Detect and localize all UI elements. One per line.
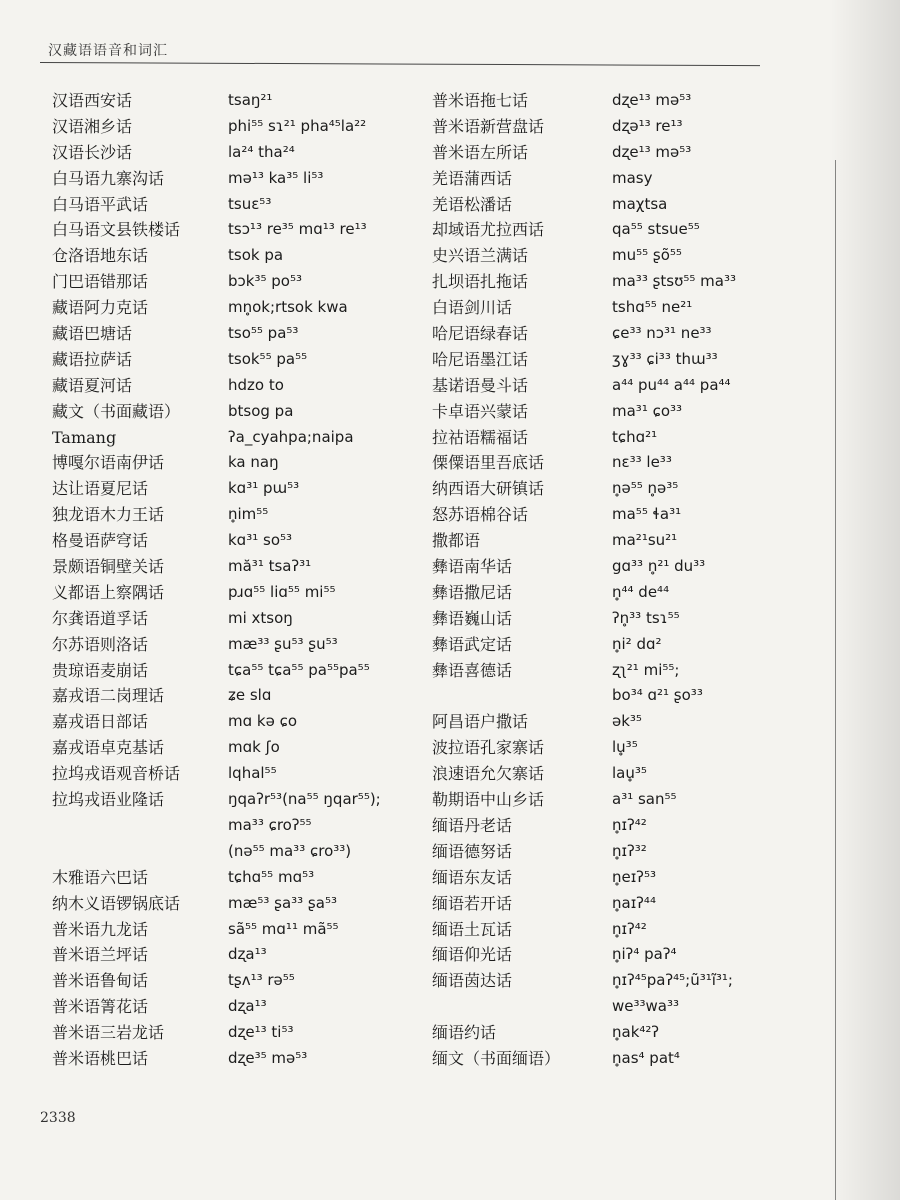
dialect-name: 纳木义语锣锅底话 — [52, 893, 181, 913]
phonetic-form: mn̥ok;rtsok kwa — [228, 298, 348, 317]
phonetic-form: sã⁵⁵ mɑ¹¹ mã⁵⁵ — [228, 919, 339, 938]
dialect-name: 拉祜语糯福话 — [432, 427, 529, 447]
header-rule — [40, 62, 760, 66]
phonetic-form: n̥aɪʔ⁴⁴ — [612, 893, 656, 912]
phonetic-form: ŋqaʔr⁵³(na⁵⁵ ŋqar⁵⁵); — [228, 790, 381, 809]
dialect-name: 普米语九龙话 — [52, 919, 149, 939]
dialect-name: 普米语箐花话 — [52, 997, 149, 1017]
dialect-name: 藏语夏河话 — [52, 375, 133, 395]
dialect-name: 仓洛语地东话 — [52, 246, 149, 266]
dialect-name: 彝语巍山话 — [432, 608, 513, 628]
dialect-name: 汉语西安话 — [52, 91, 133, 110]
dialect-name: 尔龚语道孚话 — [52, 608, 149, 628]
phonetic-form: n̥ə⁵⁵ n̥ə³⁵ — [612, 479, 679, 498]
phonetic-form: ək³⁵ — [612, 712, 642, 731]
dialect-name: Tamang — [52, 427, 117, 447]
phonetic-form: tsok pa — [228, 246, 284, 265]
dialect-name: 怒苏语棉谷话 — [432, 505, 529, 525]
phonetic-form: n̥im⁵⁵ — [228, 505, 269, 524]
phonetic-form: ma²¹su²¹ — [612, 531, 678, 550]
dialect-name: 格曼语萨穹话 — [52, 531, 149, 551]
phonetic-form: ma³³ ɕroʔ⁵⁵ — [228, 815, 312, 834]
phonetic-form: n̥ɪʔ⁴² — [612, 815, 647, 834]
phonetic-form: ma³³ ʂtsʊ⁵⁵ ma³³ — [612, 272, 736, 291]
dialect-name: 缅语仰光话 — [432, 945, 513, 965]
phonetic-form: n̥eɪʔ⁵³ — [612, 867, 656, 886]
phonetic-form: mɑk ʃo — [228, 738, 280, 757]
phonetic-form: mə¹³ ka³⁵ li⁵³ — [228, 168, 324, 187]
dialect-name: 缅语约话 — [432, 1023, 497, 1043]
dialect-name: 白马语平武话 — [52, 194, 149, 214]
dialect-name: 哈尼语墨江话 — [432, 349, 529, 369]
dialect-name: 纳西语大研镇话 — [432, 479, 545, 499]
dialect-name: 缅语土瓦话 — [432, 919, 513, 939]
phonetic-form: tsok⁵⁵ pa⁵⁵ — [228, 349, 308, 368]
phonetic-form: dʐa¹³ — [228, 997, 267, 1016]
phonetic-form: tshɑ⁵⁵ ne²¹ — [612, 298, 693, 317]
dialect-name: 缅语若开话 — [432, 893, 513, 913]
phonetic-form: n̥ɪʔ⁴² — [612, 919, 647, 938]
running-head: 汉藏语语音和词汇 — [48, 43, 168, 59]
dialect-name: 门巴语错那话 — [52, 272, 149, 292]
dialect-name: 藏语拉萨话 — [52, 349, 133, 369]
dialect-name: 藏语巴塘话 — [52, 324, 133, 344]
phonetic-form: n̥i² dɑ² — [612, 634, 662, 653]
phonetic-form: nɛ³³ le³³ — [612, 453, 672, 472]
phonetic-form: ʔn̥³³ tsɿ⁵⁵ — [612, 608, 680, 627]
phonetic-form: n̥iʔ⁴ paʔ⁴ — [612, 945, 677, 964]
phonetic-form: tsuɛ⁵³ — [228, 194, 272, 213]
dialect-name: 汉语湘乡话 — [52, 116, 133, 136]
dialect-name: 彝语南华话 — [432, 557, 513, 577]
phonetic-form: n̥ak⁴²ʔ — [612, 1023, 660, 1042]
dialect-name: 勒期语中山乡话 — [432, 790, 545, 810]
dialect-name: 缅文（书面缅语） — [432, 1048, 561, 1068]
phonetic-form: gɑ³³ n̥²¹ du³³ — [612, 557, 706, 576]
dialect-name: 藏文（书面藏语） — [52, 401, 181, 421]
dialect-name: 达让语夏尼话 — [52, 479, 149, 499]
dialect-name: 缅语东友话 — [432, 867, 513, 887]
dialect-name: 嘉戎语二岗理话 — [52, 686, 165, 706]
dialect-name: 普米语三岩龙话 — [52, 1023, 165, 1043]
phonetic-form: tɕa⁵⁵ tɕa⁵⁵ pa⁵⁵pa⁵⁵ — [228, 660, 370, 679]
phonetic-form: dʐa¹³ — [228, 945, 267, 964]
phonetic-form: dʐe¹³ mə⁵³ — [612, 142, 692, 161]
phonetic-form: tɕhɑ²¹ — [612, 427, 658, 446]
dialect-name: 木雅语六巴话 — [52, 867, 149, 887]
dialect-name: 普米语鲁甸话 — [52, 971, 149, 991]
dialect-name: 缅语德努话 — [432, 841, 513, 861]
phonetic-form: tʂʌ¹³ rə⁵⁵ — [228, 971, 295, 990]
phonetic-form: mɑ kə ɕo — [228, 712, 298, 731]
phonetic-form: we³³wa³³ — [612, 997, 680, 1016]
phonetic-form: hdzo to — [228, 375, 284, 394]
dialect-name: 嘉戎语日部话 — [52, 712, 149, 732]
phonetic-form: n̥ɪʔ⁴⁵paʔ⁴⁵;ũ³¹ĩ³¹; — [612, 971, 733, 990]
phonetic-form: ʐʅ²¹ mi⁵⁵; — [612, 660, 680, 679]
phonetic-form: ʒɣ³³ ɕi³³ thɯ³³ — [612, 349, 718, 368]
phonetic-form: kɑ³¹ so⁵³ — [228, 531, 293, 550]
phonetic-form: mæ⁵³ ʂa³³ ʂa⁵³ — [228, 893, 337, 912]
dialect-name: 景颇语铜壁关话 — [52, 557, 165, 577]
dialect-name: 藏语阿力克话 — [52, 298, 149, 318]
phonetic-form: mu⁵⁵ ʂõ⁵⁵ — [612, 246, 682, 265]
phonetic-form: dʐe³⁵ mə⁵³ — [228, 1048, 308, 1067]
phonetic-form: lau̥³⁵ — [612, 764, 647, 783]
dialect-name: 阿昌语户撒话 — [432, 712, 529, 732]
dialect-name: 傈僳语里吾底话 — [432, 453, 545, 473]
dialect-name: 史兴语兰满话 — [432, 246, 529, 266]
phonetic-form: ma³¹ ɕo³³ — [612, 401, 683, 420]
phonetic-form: ɕe³³ nɔ³¹ ne³³ — [612, 324, 712, 343]
dialect-name: 汉语长沙话 — [52, 142, 133, 162]
dialect-name: 波拉语孔家寨话 — [432, 738, 545, 758]
dialect-name: 博嘎尔语南伊话 — [52, 453, 165, 473]
page-number: 2338 — [40, 1110, 76, 1126]
dialect-name: 拉坞戎语业隆话 — [52, 790, 165, 810]
phonetic-form: (nə⁵⁵ ma³³ ɕro³³) — [228, 841, 352, 860]
phonetic-form: ʔa_cyahpa;naipa — [228, 427, 354, 446]
phonetic-form: a⁴⁴ pu⁴⁴ a⁴⁴ pa⁴⁴ — [612, 375, 731, 394]
dialect-name: 普米语拖七话 — [432, 91, 529, 110]
dialect-name: 白马语九寨沟话 — [52, 168, 165, 188]
phonetic-form: tso⁵⁵ pa⁵³ — [228, 324, 299, 343]
dialect-name: 普米语桃巴话 — [52, 1048, 149, 1068]
dialect-name: 缅语丹老话 — [432, 815, 513, 835]
dialect-name: 基诺语曼斗话 — [432, 375, 529, 395]
dialect-name: 却域语尤拉西话 — [432, 220, 545, 240]
phonetic-form: n̥as⁴ pat⁴ — [612, 1048, 680, 1067]
dialect-name: 贵琼语麦崩话 — [52, 660, 149, 680]
phonetic-form: maχtsa — [612, 194, 668, 213]
phonetic-form: dʐe¹³ ti⁵³ — [228, 1023, 294, 1042]
dialect-name: 白马语文县铁楼话 — [52, 220, 181, 240]
phonetic-form: tɕhɑ⁵⁵ mɑ⁵³ — [228, 867, 315, 886]
phonetic-form: qa⁵⁵ stsue⁵⁵ — [612, 220, 700, 239]
phonetic-form: mæ³³ ʂu⁵³ ʂu⁵³ — [228, 634, 338, 653]
page-edge-shadow — [830, 0, 900, 1200]
dialect-name: 撒都语 — [432, 531, 481, 551]
phonetic-form: n̥⁴⁴ de⁴⁴ — [612, 582, 670, 601]
phonetic-form: la²⁴ tha²⁴ — [228, 142, 295, 161]
dialect-name: 彝语武定话 — [432, 634, 513, 654]
phonetic-form: dʐe¹³ mə⁵³ — [612, 91, 692, 109]
phonetic-form: mi xtsoŋ — [228, 608, 293, 627]
phonetic-form: a³¹ san⁵⁵ — [612, 790, 677, 809]
dialect-name: 彝语撒尼话 — [432, 582, 513, 602]
phonetic-form: bɔk³⁵ po⁵³ — [228, 272, 302, 291]
phonetic-form: tsɔ¹³ re³⁵ mɑ¹³ re¹³ — [228, 220, 367, 239]
dialect-name: 羌语蒲西话 — [432, 168, 513, 188]
dialect-name: 普米语左所话 — [432, 142, 529, 162]
dialect-name: 尔苏语则洛话 — [52, 634, 149, 654]
phonetic-form: ma⁵⁵ ɬa³¹ — [612, 505, 682, 524]
phonetic-form: btsog pa — [228, 401, 294, 420]
dialect-name: 浪速语允欠寨话 — [432, 764, 545, 784]
dialect-name: 卡卓语兴蒙话 — [432, 401, 529, 421]
dialect-name: 羌语松潘话 — [432, 194, 513, 214]
phonetic-form: kɑ³¹ pɯ⁵³ — [228, 479, 300, 498]
dialect-name: 独龙语木力王话 — [52, 505, 165, 525]
dialect-name: 义都语上察隅话 — [52, 582, 165, 602]
phonetic-form: pɹɑ⁵⁵ liɑ⁵⁵ mi⁵⁵ — [228, 582, 336, 601]
phonetic-form: tsaŋ²¹ — [228, 91, 273, 109]
phonetic-form: mă³¹ tsaʔ³¹ — [228, 557, 312, 576]
dialect-name: 普米语新营盘话 — [432, 116, 545, 136]
phonetic-form: ʑe slɑ — [228, 686, 272, 705]
dialect-name: 拉坞戎语观音桥话 — [52, 764, 181, 784]
phonetic-form: ka naŋ — [228, 453, 279, 472]
phonetic-form: dʐə¹³ re¹³ — [612, 116, 683, 135]
phonetic-form: n̥ɪʔ³² — [612, 841, 647, 860]
dialect-name: 缅语茵达话 — [432, 971, 513, 991]
dialect-name: 白语剑川话 — [432, 298, 513, 318]
phonetic-form: lu̥³⁵ — [612, 738, 638, 757]
dialect-name: 普米语兰坪话 — [52, 945, 149, 965]
page-edge-line — [835, 160, 836, 1200]
phonetic-form: lqhal⁵⁵ — [228, 764, 277, 783]
dialect-name: 彝语喜德话 — [432, 660, 513, 680]
phonetic-form: bo³⁴ ɑ²¹ ʂo³³ — [612, 686, 703, 705]
phonetic-form: phi⁵⁵ sɿ²¹ pha⁴⁵la²² — [228, 116, 367, 135]
dialect-name: 嘉戎语卓克基话 — [52, 738, 165, 758]
phonetic-form: masy — [612, 168, 653, 187]
dialect-name: 哈尼语绿春话 — [432, 324, 529, 344]
dialect-name: 扎坝语扎拖话 — [432, 272, 529, 292]
